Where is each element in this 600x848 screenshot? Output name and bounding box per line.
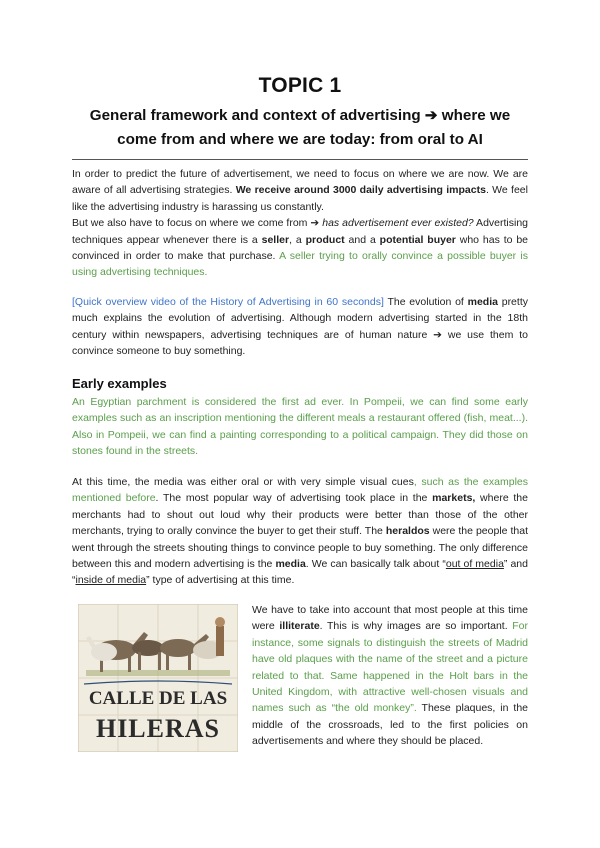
media-text-4: were the people that went through the streets shouting things to convince people to buy something. The only difference between this and modern advertising is the [72, 525, 528, 571]
media-text-6: ” and “ [72, 558, 528, 587]
intro-bold-buyer: potential buyer [379, 233, 456, 246]
side-text-2: . This is why images are so important. [319, 620, 513, 633]
media-bold-media: media [275, 558, 306, 571]
intro-text-3: Advertising techniques appear whenever there is a [72, 217, 529, 246]
video-paragraph [72, 294, 528, 360]
media-underline-inside: inside of media [75, 574, 147, 587]
media-text-1: At this time, the media was either oral or with very simple visual cues [72, 476, 414, 488]
side-text-1: We have to take into account that most people at this time were [252, 604, 528, 633]
intro-bold-impacts: We receive around 3000 daily advertising impacts [235, 184, 486, 197]
intro-green-note: A seller trying to orally convince a possible buyer is using advertising techniques. [72, 250, 528, 279]
subtitle-line-1: General framework and context of advertising ➔ where we [89, 107, 511, 124]
side-text-3: These plaques, in the middle of the crossroads, led to the first policies on advertisements and where they should be placed. [252, 702, 529, 748]
side-paragraph [252, 602, 528, 750]
media-text-5: . We can basically talk about “ [305, 558, 446, 571]
video-text-1: The evolution of [383, 296, 468, 308]
intro-and: and a [344, 233, 380, 246]
plaque-text [78, 684, 238, 744]
side-green-note: For instance, some signals to distinguish the streets of Madrid have old plaques with the name of the street and a picture related to that. Same happened in the Holt bars in the United Kingdom, with attractive well-chosen visuals and names such as “the old monkey”. [252, 620, 528, 715]
video-link[interactable]: [Quick overview video of the History of Advertising in 60 seconds] [72, 296, 384, 308]
intro-text-1: In order to predict the future of advertisement, we need to focus on where we are now. We are aware of all advertising strategies. [72, 168, 528, 197]
media-bold-markets: markets, [432, 492, 476, 505]
plaque-line-2: HILERAS [95, 714, 221, 743]
intro-text-1-end: . We feel like the advertising industry is harassing us constantly. [72, 184, 528, 213]
page-title: TOPIC 1 [258, 74, 342, 97]
title-divider [72, 159, 528, 160]
intro-paragraph [72, 166, 528, 281]
video-bold-media: media [467, 296, 498, 308]
intro-comma: , a [289, 233, 306, 246]
media-text-3: where the merchants had to shout out loud why their products were better than those of the other merchants, trying to orally convince the buyer to get their stuff. The [72, 492, 528, 538]
media-bold-heraldos: heraldos [385, 525, 430, 538]
side-bold-illiterate: illiterate [279, 620, 320, 633]
intro-bold-product: product [305, 233, 345, 246]
street-plaque-image [78, 604, 238, 752]
section-heading-early-examples: Early examples [72, 376, 167, 391]
early-examples-paragraph: An Egyptian parchment is considered the first ad ever. In Pompeii, we can find some early examples such as an inscription mentioning the different meals a restaurant offered (fish, meat...). Also in Pompeii, we can find a painting corresponding to a political campaign. They did those on stones found in the streets. [72, 396, 528, 458]
page-subtitle [60, 104, 540, 152]
subtitle-line-2: come from and where we are today: from oral to AI [117, 131, 483, 148]
media-text-2: . The most popular way of advertising took place in the [155, 492, 433, 505]
media-text-7: ” type of advertising at this time. [146, 574, 295, 587]
intro-bold-seller: seller [261, 233, 290, 246]
media-underline-out: out of media [445, 558, 504, 571]
intro-text-2: But we also have to focus on where we come from ➔ [72, 217, 323, 230]
intro-italic-question: has advertisement ever existed? [322, 217, 474, 230]
intro-text-3-end: who has to be convinced in order to make that purchase. [72, 233, 528, 263]
media-paragraph [72, 474, 528, 589]
video-text-2: pretty much explains the evolution of advertising. Although modern advertising started in the 18th century within newspapers, advertising techniques are of human nature ➔ we use them to convince someone to buy something. [72, 296, 528, 358]
plaque-line-1: CALLE DE LAS [88, 688, 228, 709]
media-green-1: , such as the examples mentioned before [72, 476, 528, 505]
